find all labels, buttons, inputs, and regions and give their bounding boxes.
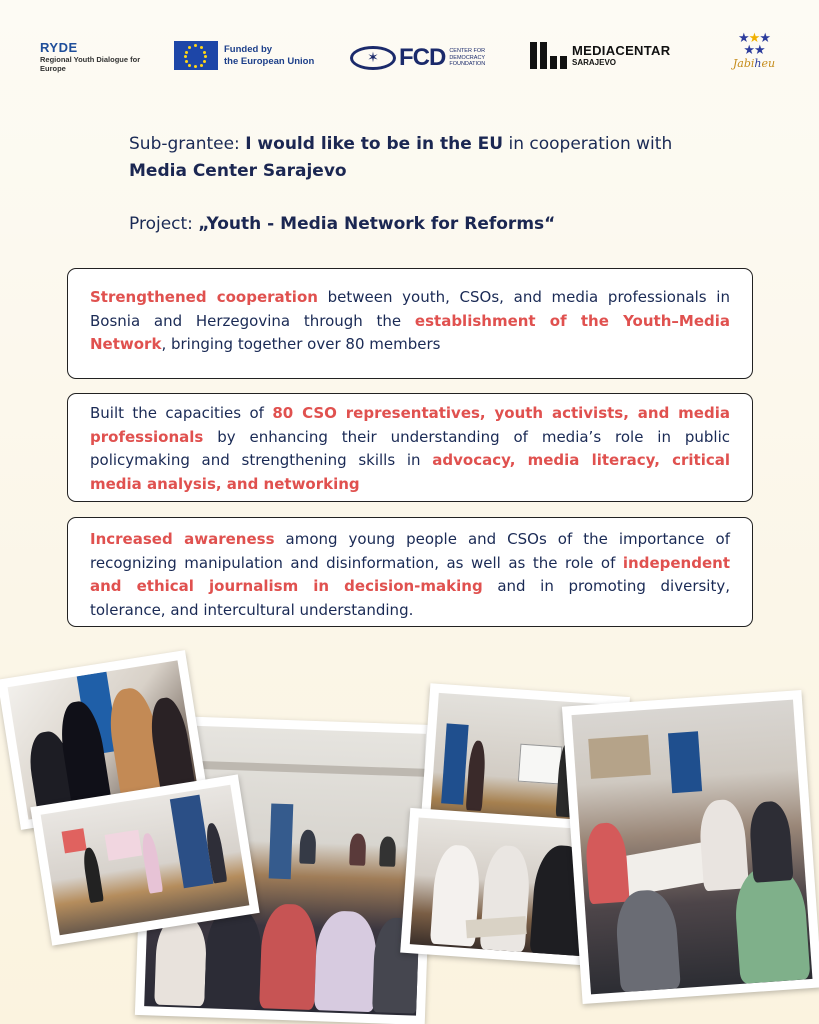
card2-text-1: Built the capacities of bbox=[90, 404, 273, 422]
fcd-logo bbox=[350, 44, 509, 72]
card1-highlight-2: establishment of the Youth–Media Network bbox=[90, 311, 730, 353]
card3-text-1: among young people and CSOs of the importance of recognizing manipulation and disinformation, as well as the role of bbox=[90, 530, 730, 572]
subgrantee-partner: Media Center Sarajevo bbox=[129, 161, 347, 181]
stars-icon: ★★★ ★★ bbox=[738, 31, 770, 58]
card3-text-2: and in promoting diversity, tolerance, and intercultural understanding. bbox=[90, 577, 730, 619]
card2-highlight-2: advocacy, media literacy, critical media analysis, and networking bbox=[90, 451, 730, 493]
partner-logos bbox=[40, 31, 780, 82]
card1-text-1: between youth, CSOs, and media professionals in Bosnia and Herzegovina through the bbox=[90, 288, 730, 330]
compass-star-icon: ✶ bbox=[350, 46, 396, 70]
fcd-full-name: CENTER FOR DEMOCRACY FOUNDATION bbox=[449, 48, 486, 68]
eu-flag-icon bbox=[174, 41, 218, 70]
subgrantee-name: I would like to be in the EU bbox=[245, 134, 504, 154]
result-card-3 bbox=[67, 517, 753, 627]
mediacentar-line1: MEDIACENTAR bbox=[572, 43, 671, 58]
project-heading bbox=[129, 211, 749, 238]
jabiheu-prefix: Jabi bbox=[732, 57, 755, 70]
eu-logo bbox=[174, 41, 314, 70]
ryde-logo bbox=[40, 40, 150, 73]
fcd-acronym: FCD bbox=[399, 44, 446, 71]
jabiheu-middle: h bbox=[754, 57, 762, 70]
photo-classroom-groups bbox=[562, 690, 819, 1004]
mediacentar-bars-icon bbox=[530, 42, 567, 69]
card1-highlight-1: Strengthened cooperation bbox=[90, 288, 318, 306]
card3-highlight-1: Increased awareness bbox=[90, 530, 275, 548]
card3-highlight-2: independent and ethical journalism in decision-making bbox=[90, 553, 730, 595]
jabiheu-suffix: eu bbox=[761, 57, 776, 70]
ryde-name: RYDE bbox=[40, 40, 78, 55]
eu-line1: Funded by bbox=[224, 43, 273, 55]
project-label: Project: bbox=[129, 214, 199, 234]
mediacentar-logo bbox=[530, 42, 670, 69]
result-card-2 bbox=[67, 393, 753, 502]
eu-line2: the European Union bbox=[224, 55, 315, 67]
result-card-1 bbox=[67, 268, 753, 379]
subgrantee-heading bbox=[129, 131, 749, 185]
card1-text-2: , bringing together over 80 members bbox=[161, 335, 441, 353]
ryde-subtitle: Regional Youth Dialogue for Europe bbox=[40, 55, 141, 73]
jabiheu-logo bbox=[728, 33, 780, 70]
subgrantee-label: Sub-grantee: bbox=[129, 134, 246, 154]
subgrantee-connector: in cooperation with bbox=[503, 134, 673, 154]
card2-highlight-1: 80 CSO representatives, youth activists, and media professionals bbox=[90, 404, 730, 446]
card2-text-2: by enhancing their understanding of media’s role in public policymaking and strengthening skills in bbox=[90, 427, 730, 469]
project-name: „Youth - Media Network for Reforms“ bbox=[198, 214, 556, 234]
mediacentar-line2: SARAJEVO bbox=[572, 58, 617, 67]
